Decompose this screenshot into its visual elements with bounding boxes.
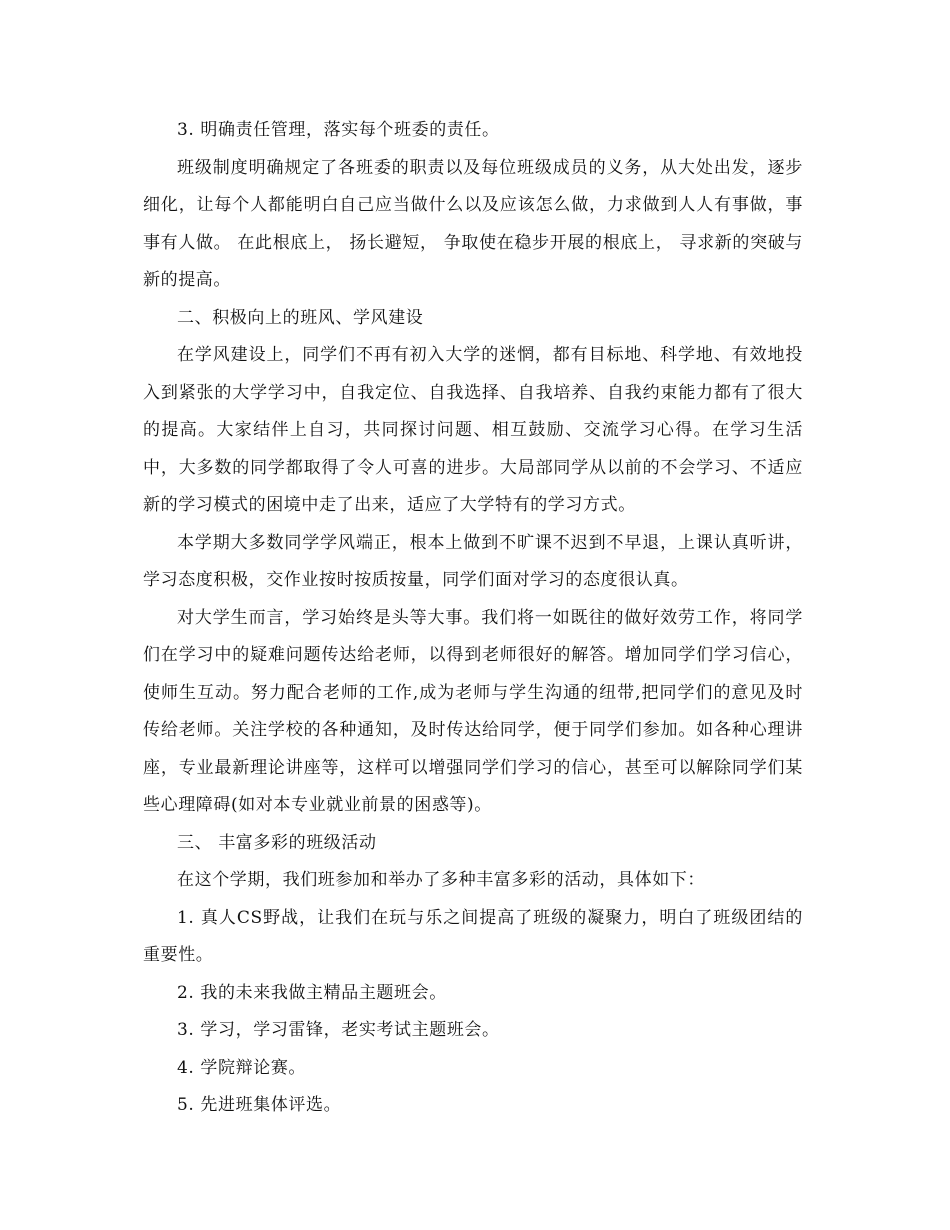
list-item-activity-2: 2. 我的未来我做主精品主题班会。	[177, 982, 447, 1003]
list-item-3-responsibility: 3. 明确责任管理，落实每个班委的责任。	[177, 120, 500, 140]
list-item-activity-1: 1. 真人CS野战，让我们在玩与乐之间提高了班级的凝聚力，明白了班级团结的重要性。	[143, 907, 803, 965]
list-item-activity-4: 4. 学院辩论赛。	[177, 1057, 307, 1078]
section-heading-activities: 三、 丰富多彩的班级活动	[177, 832, 377, 853]
list-item-activity-3: 3. 学习，学习雷锋，老实考试主题班会。	[177, 1020, 500, 1040]
paragraph-learning-support: 对大学生而言，学习始终是头等大事。我们将一如既往的做好效劳工作，将同学们在学习中的疑难问题传达给老师，以得到老师很好的解答。增加同学们学习信心，使师生互动。努力配合老师的工作,成为老师与学生沟通的纽带,把同学们的意见及时传给老师。关注学校的各种通知，及时传达给同学，便于同学们参加。如各种心理讲座，专业最新理论讲座等，这样可以增强同学们学习的信心，甚至可以解除同学们某些心理障碍(如对本专业就业前景的困惑等)。	[143, 607, 803, 815]
section-heading-study-style: 二、积极向上的班风、学风建设	[177, 307, 424, 328]
paragraph-study-style: 在学风建设上，同学们不再有初入大学的迷惘，都有目标地、科学地、有效地投入到紧张的大学学习中，自我定位、自我选择、自我培养、自我约束能力都有了很大的提高。大家结伴上自习，共同探讨问题、相互鼓励、交流学习心得。在学习生活中，大多数的同学都取得了令人可喜的进步。大局部同学从以前的不会学习、不适应新的学习模式的困境中走了出来，适应了大学特有的学习方式。	[143, 345, 803, 515]
list-item-activity-5: 5. 先进班集体评选。	[177, 1095, 342, 1115]
document-body	[143, 112, 803, 1125]
paragraph-attendance: 本学期大多数同学学风端正，根本上做到不旷课不迟到不早退，上课认真听讲，学习态度积极，交作业按时按质按量，同学们面对学习的态度很认真。	[143, 532, 803, 590]
paragraph-class-rules: 班级制度明确规定了各班委的职责以及每位班级成员的义务，从大处出发，逐步细化，让每个人都能明白自己应当做什么以及应该怎么做，力求做到人人有事做，事事有人做。 在此根底上， 扬长避短， 争取使在稳步开展的根底上， 寻求新的突破与新的提高。	[143, 157, 803, 290]
paragraph-activities-intro: 在这个学期，我们班参加和举办了多种丰富多彩的活动，具体如下：	[177, 870, 705, 890]
